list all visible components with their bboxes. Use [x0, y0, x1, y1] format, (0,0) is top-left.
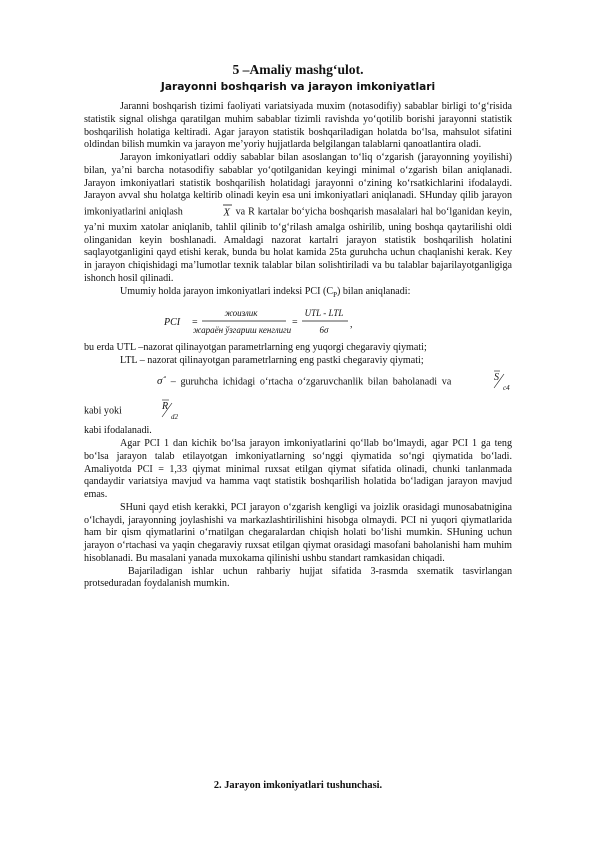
paragraph-2-va: va: [235, 206, 246, 218]
paragraph-6-end: kabi ifodalanadi.: [84, 425, 152, 437]
paragraph-7: Agar PCI 1 dan kichik bo‘lsa jarayon imkoniyatlarini qo‘llab bo‘lmaydi, agar PCI 1 ga teng bo‘lsa jarayon talab etilayotgan imkoniyatlarning so‘nggi qiymatida so‘ngi qiymatida bo‘ladi. Amaliyotda PCI = 1,33 qiymat minimal ruxsat etilgan qiymat sifatida olinadi, chunki tanlanmada qandaydir variatsiya mavjud va hamma vaqt statistik boshqarilish holatida bo‘ladigan jarayon mavjud emas.: [84, 438, 512, 501]
sigma-hat-letter: σ̂: [157, 374, 163, 387]
figure-caption: 2. Jarayon imkoniyatlari tushunchasi.: [213, 780, 383, 791]
page-subtitle: Jarayonni boshqarish va jarayon imkoniyatlari: [160, 81, 436, 93]
paragraph-5: LTL – nazorat qilinayotgan parametrlarning eng pastki chegaraviy qiymati;: [120, 355, 424, 367]
c4-denominator: c4: [503, 383, 510, 392]
formula-eq-1: =: [192, 317, 198, 329]
paragraph-6-text-a: – guruhcha ichidagi o‘rtacha o‘zgaruvchanlik bilan baholanadi va: [170, 376, 452, 388]
paragraph-4: bu erda UTL –nazorat qilinayotgan parametrlarning eng yuqorgi chegaraviy qiymati;: [84, 342, 427, 354]
document-body: [84, 101, 512, 591]
paragraph-1: Jaranni boshqarish tizimi faoliyati variatsiyada muxim (notasodifiy) sabablar birligi to‘g‘risida statistik signal olishga qaratilgan muhim sabablar tizimli ravishda yo‘qotilib borishi jarayonni statistik boshqarilish holatiga keltiradi. Agar jarayon statistik boshqariladigan holatda bo‘lsa, mahsulot sifatini oldindan bilish mumkin va jarayon me’yoriy hujjatlarda belgilangan talablarni qanoatlantira oladi.: [84, 101, 512, 151]
s-numerator: S: [494, 371, 499, 383]
paragraph-8: SHuni qayd etish kerakki, PCI jarayon o‘zgarish kengligi va joizlik orasidagi munosabatnigina o‘lchaydi, jarayonning joylashishi va markazlashtirilishini hisobga olmaydi. PCI ni yuqori qiymatlarida ham bir qism qiymatlarini o‘rnatilgan chegaralardan chiqish holati bo‘lishi mumkin. SHuning uchun jarayon o‘rtachasi va yaqin chegaraviy ruxsat etilgan qiymat orasidagi masofani baholanishi ham muhim hisoblanadi. Bu masalani yanada muxokama qilinishi ushbu standart ramkasidan chiqadi.: [84, 501, 512, 564]
s-over-c4-symbol: [456, 368, 512, 397]
paragraph-9: Bajariladigan ishlar uchun rahbariy hujjat sifatida 3-rasmda sxematik tasvirlangan protseduradan foydalanish mumkin.: [84, 565, 512, 590]
x-bar-letter: X: [223, 207, 230, 217]
formula-numerator-2: UTL - LTL: [304, 308, 344, 319]
sigma-hat-symbol: [120, 373, 166, 392]
paragraph-6-text-b: kabi yoki: [84, 405, 122, 417]
paragraph-2-text-a: Jarayon imkoniyatlari oddiy sabablar bilan asoslangan to‘liq o‘zgarish (jarayonning yoyilishi) bilan, ya’ni barcha notasodifiy sabablar yo‘qotilganidan keyingi minimal o‘zgarish bilan aniqlanadi. Jarayon imkoniyatlari statistik boshqarilish holatidagi jarayonni o‘zining ko‘rsatkichlarini ifodalaydi. Jarayon avval shu holatga keltirib olinadi keyin esa uni imkoniyatlari aniqlanadi. SHunday qilib jarayon imkoniyatlarini aniqlash: [84, 152, 512, 218]
d2-denominator: d2: [171, 412, 179, 421]
paragraph-3-text: Umumiy holda jarayon imkoniyatlari indeksi PCI (C: [120, 285, 334, 297]
x-bar-symbol: [186, 203, 233, 222]
formula-eq-2: =: [292, 317, 298, 329]
pci-formula: [84, 303, 512, 342]
paragraph-2: [84, 152, 512, 286]
paragraph-3-subscript: P: [333, 290, 337, 299]
paragraph-3-end: ) bilan aniqlanadi:: [336, 285, 411, 297]
paragraph-6: [84, 368, 512, 426]
formula-denominator-2: 6σ: [319, 325, 329, 336]
page-title: 5 –Amaliy mashg‘ulot.: [232, 62, 364, 77]
r-over-d2-symbol: [124, 397, 180, 426]
r-numerator: R: [162, 400, 169, 412]
formula-comma: ,: [350, 319, 353, 331]
formula-numerator-1: жоизлик: [224, 308, 258, 319]
paragraph-3: [84, 286, 512, 302]
formula-lhs: PCI: [164, 317, 181, 329]
paragraph-2-text-b: R kartalar bo‘yicha boshqarish masalalari hal bo‘lganidan keyin, ya’ni muxim xatolar aniqlanib, tahlil qilinib to‘g‘rilash amalga oshirilib, uning boshqa qaytarilishi oldi olinganidan keyin boshlanadi. Amaldagi nazorat kartalri jarayon statistik boshqarilish holatini saqlayotganligini qayd etishi kerak, bunda bu holat kamida 25ta guruhcha uchun chaqlanishi kerak. Key in jarayon chiqishidagi ma’lumotlar texnik talablar bilan solishtiriladi va bu talablar bajarilayotganligiga ishonch hosil qilinadi.: [84, 206, 513, 284]
formula-denominator-1: жараён ўзгариш кенглиги: [192, 325, 292, 336]
